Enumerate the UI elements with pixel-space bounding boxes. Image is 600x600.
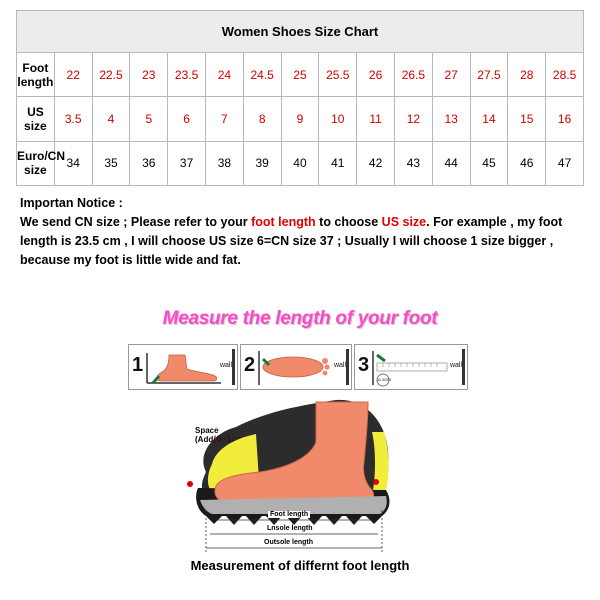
size-cell: 22 [54,53,92,97]
wall-bar [346,349,349,385]
foot-length-row [17,53,584,97]
size-cell: 26.5 [394,53,432,97]
size-chart-table [16,10,584,186]
size-chart-title: Women Shoes Size Chart [17,11,584,53]
step-number: 3 [358,354,370,376]
outsole-length-label: Outsole length [264,539,313,546]
size-cell: 14 [470,97,508,141]
ruler-tag: 11.5CM [377,377,391,382]
wall-label: wall [219,362,232,369]
size-cell: 38 [205,141,243,185]
size-cell: 23.5 [168,53,206,97]
size-cell: 28 [508,53,546,97]
size-cell: 45 [470,141,508,185]
size-cell: 7 [205,97,243,141]
space-add-text: (Add [195,435,214,444]
notice-text: to choose [315,215,382,229]
space-text: Space [195,426,219,435]
size-cell: 24 [205,53,243,97]
notice-highlight-us-size: US size [381,215,427,229]
size-cell: 8 [243,97,281,141]
notice-text: . For example , my foot length is 23.5 cm , I will choose US size 6=CN size 37 ; Usually I will choose 1 size bigger , because my foot is little wide and fat. [20,215,563,267]
wall-bar [462,349,465,385]
size-cell: 25.5 [319,53,357,97]
insole-length-label: Lnsole length [267,525,313,532]
size-cell: 36 [130,141,168,185]
measure-steps [128,344,468,390]
foot-length-label: Foot length [270,511,309,518]
wall-label: wall [449,362,462,369]
row-label: Foot length [17,53,55,97]
diagram-caption: Measurement of differnt foot length [190,558,410,573]
measure-title: Measure the length of your foot [162,308,438,329]
size-cell: 13 [432,97,470,141]
euro-cn-size-row [17,141,584,185]
notice-text: We send CN size ; Please refer to your [20,215,252,229]
row-label: Euro/CN size [17,141,55,185]
size-cell: 11 [357,97,395,141]
size-cell: 34 [54,141,92,185]
size-cell: 27 [432,53,470,97]
size-cell: 9 [281,97,319,141]
size-cell: 27.5 [470,53,508,97]
notice-highlight-foot-length: foot length [251,215,316,229]
step-2-panel [240,344,352,390]
size-cell: 40 [281,141,319,185]
step-1-panel [128,344,238,390]
size-cell: 28.5 [546,53,584,97]
size-cell: 3.5 [54,97,92,141]
size-cell: 15 [508,97,546,141]
size-cell: 25 [281,53,319,97]
size-cell: 10 [319,97,357,141]
size-cell: 39 [243,141,281,185]
size-cell: 4 [92,97,130,141]
size-cell: 23 [130,53,168,97]
step-number: 2 [244,354,256,376]
row-label: US size [17,97,55,141]
size-cell: 26 [357,53,395,97]
wall-label: wall [333,362,346,369]
wall-bar [232,349,235,385]
important-notice [20,194,590,270]
size-cell: 6 [168,97,206,141]
size-cell: 47 [546,141,584,185]
us-size-row [17,97,584,141]
size-cell: 5 [130,97,168,141]
notice-body [20,213,590,270]
size-cell: 44 [432,141,470,185]
size-cell: 42 [357,141,395,185]
size-cell: 37 [168,141,206,185]
size-cell: 22.5 [92,53,130,97]
size-cell: 16 [546,97,584,141]
size-cell: 41 [319,141,357,185]
size-cell: 35 [92,141,130,185]
size-cell: 43 [394,141,432,185]
notice-heading: Importan Notice : [20,196,123,210]
step-3-panel [354,344,468,390]
size-cell: 24.5 [243,53,281,97]
shoe-foot-diagram [176,392,412,560]
step-number: 1 [132,354,144,376]
size-cell: 46 [508,141,546,185]
size-cell: 12 [394,97,432,141]
